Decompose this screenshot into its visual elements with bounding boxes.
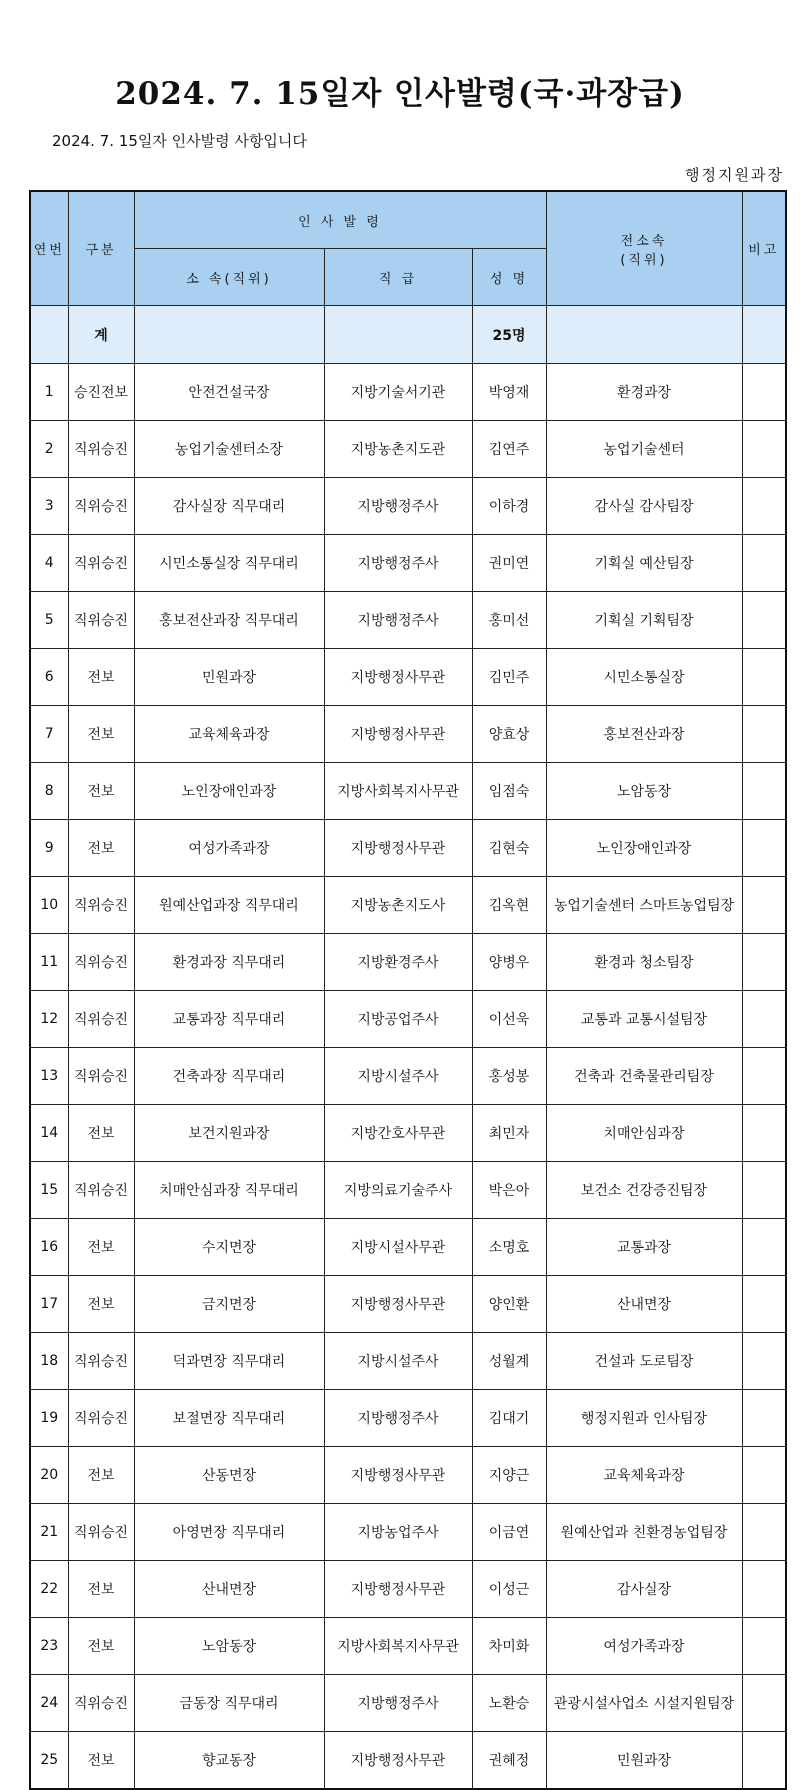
row-previous: 민원과장: [546, 1732, 742, 1790]
appointment-table: [29, 190, 787, 1790]
row-name: 차미화: [472, 1618, 546, 1675]
row-position: 감사실장 직무대리: [134, 478, 324, 535]
row-previous: 보건소 건강증진팀장: [546, 1162, 742, 1219]
row-grade: 지방행정주사: [324, 592, 472, 649]
header-grade: 직 급: [324, 249, 472, 306]
issuing-department: 행정지원과장: [685, 166, 784, 184]
document-title: 2024. 7. 15일자 인사발령(국·과장급): [115, 76, 685, 112]
row-name: 양병우: [472, 934, 546, 991]
row-name: 김옥현: [472, 877, 546, 934]
row-previous: 여성가족과장: [546, 1618, 742, 1675]
row-position: 노인장애인과장: [134, 763, 324, 820]
row-number: 25: [30, 1732, 68, 1790]
row-type: 전보: [68, 1105, 134, 1162]
row-position: 환경과장 직무대리: [134, 934, 324, 991]
row-previous: 노암동장: [546, 763, 742, 820]
row-position: 산동면장: [134, 1447, 324, 1504]
row-grade: 지방시설주사: [324, 1333, 472, 1390]
table-row: [30, 1732, 786, 1790]
row-position: 원예산업과장 직무대리: [134, 877, 324, 934]
row-type: 전보: [68, 706, 134, 763]
row-name: 성월계: [472, 1333, 546, 1390]
row-grade: 지방농업주사: [324, 1504, 472, 1561]
total-row: [30, 306, 786, 364]
row-note: [742, 1675, 786, 1732]
row-previous: 건축과 건축물관리팀장: [546, 1048, 742, 1105]
table-row: [30, 535, 786, 592]
row-type: 전보: [68, 1447, 134, 1504]
row-type: 직위승진: [68, 421, 134, 478]
row-type: 전보: [68, 820, 134, 877]
row-position: 산내면장: [134, 1561, 324, 1618]
row-name: 노환승: [472, 1675, 546, 1732]
row-number: 21: [30, 1504, 68, 1561]
row-note: [742, 1447, 786, 1504]
table-row: [30, 478, 786, 535]
row-number: 12: [30, 991, 68, 1048]
row-name: 홍성봉: [472, 1048, 546, 1105]
table-row: [30, 1219, 786, 1276]
row-previous: 시민소통실장: [546, 649, 742, 706]
row-position: 치매안심과장 직무대리: [134, 1162, 324, 1219]
row-type: 전보: [68, 1618, 134, 1675]
row-number: 10: [30, 877, 68, 934]
row-position: 덕과면장 직무대리: [134, 1333, 324, 1390]
row-position: 노암동장: [134, 1618, 324, 1675]
document-subtitle: 2024. 7. 15일자 인사발령 사항입니다: [52, 132, 307, 150]
row-number: 17: [30, 1276, 68, 1333]
row-note: [742, 364, 786, 421]
row-name: 임점숙: [472, 763, 546, 820]
row-number: 13: [30, 1048, 68, 1105]
row-name: 권혜정: [472, 1732, 546, 1790]
row-grade: 지방행정사무관: [324, 1561, 472, 1618]
row-grade: 지방행정사무관: [324, 649, 472, 706]
row-previous: 감사실장: [546, 1561, 742, 1618]
header-row-1: [30, 191, 786, 249]
row-type: 전보: [68, 649, 134, 706]
row-position: 아영면장 직무대리: [134, 1504, 324, 1561]
row-type: 직위승진: [68, 1333, 134, 1390]
row-type: 직위승진: [68, 478, 134, 535]
row-name: 박영재: [472, 364, 546, 421]
table-row: [30, 649, 786, 706]
header-note: 비고: [742, 191, 786, 306]
table-row: [30, 364, 786, 421]
row-position: 교육체육과장: [134, 706, 324, 763]
row-type: 직위승진: [68, 1390, 134, 1447]
row-name: 최민자: [472, 1105, 546, 1162]
row-grade: 지방행정사무관: [324, 1447, 472, 1504]
row-note: [742, 934, 786, 991]
row-name: 이하경: [472, 478, 546, 535]
row-number: 8: [30, 763, 68, 820]
row-grade: 지방의료기술주사: [324, 1162, 472, 1219]
row-note: [742, 1561, 786, 1618]
row-grade: 지방시설사무관: [324, 1219, 472, 1276]
row-grade: 지방행정주사: [324, 1390, 472, 1447]
row-number: 24: [30, 1675, 68, 1732]
row-position: 건축과장 직무대리: [134, 1048, 324, 1105]
row-position: 안전건설국장: [134, 364, 324, 421]
row-number: 14: [30, 1105, 68, 1162]
row-previous: 건설과 도로팀장: [546, 1333, 742, 1390]
row-number: 18: [30, 1333, 68, 1390]
table-row: [30, 1447, 786, 1504]
row-previous: 교육체육과장: [546, 1447, 742, 1504]
table-row: [30, 763, 786, 820]
table-row: [30, 1333, 786, 1390]
table-row: [30, 877, 786, 934]
row-grade: 지방간호사무관: [324, 1105, 472, 1162]
row-position: 금동장 직무대리: [134, 1675, 324, 1732]
row-type: 직위승진: [68, 1675, 134, 1732]
row-number: 11: [30, 934, 68, 991]
row-previous: 감사실 감사팀장: [546, 478, 742, 535]
row-grade: 지방농촌지도사: [324, 877, 472, 934]
row-grade: 지방환경주사: [324, 934, 472, 991]
row-type: 직위승진: [68, 991, 134, 1048]
row-previous: 노인장애인과장: [546, 820, 742, 877]
total-label: 계: [68, 306, 134, 364]
row-position: 향교동장: [134, 1732, 324, 1790]
table-row: [30, 592, 786, 649]
row-position: 민원과장: [134, 649, 324, 706]
row-note: [742, 706, 786, 763]
row-type: 직위승진: [68, 535, 134, 592]
row-note: [742, 763, 786, 820]
row-name: 양효상: [472, 706, 546, 763]
row-name: 김대기: [472, 1390, 546, 1447]
row-grade: 지방행정주사: [324, 535, 472, 592]
row-name: 소명호: [472, 1219, 546, 1276]
header-type: 구분: [68, 191, 134, 306]
row-note: [742, 1732, 786, 1790]
row-type: 전보: [68, 1219, 134, 1276]
row-note: [742, 820, 786, 877]
row-previous: 환경과장: [546, 364, 742, 421]
row-position: 보절면장 직무대리: [134, 1390, 324, 1447]
table-row: [30, 1618, 786, 1675]
row-previous: 농업기술센터 스마트농업팀장: [546, 877, 742, 934]
table-row: [30, 1105, 786, 1162]
row-grade: 지방사회복지사무관: [324, 763, 472, 820]
row-grade: 지방사회복지사무관: [324, 1618, 472, 1675]
table-row: [30, 1504, 786, 1561]
header-position: 소 속(직위): [134, 249, 324, 306]
table-row: [30, 1561, 786, 1618]
row-note: [742, 1618, 786, 1675]
table-row: [30, 1162, 786, 1219]
row-position: 금지면장: [134, 1276, 324, 1333]
row-number: 2: [30, 421, 68, 478]
row-number: 19: [30, 1390, 68, 1447]
row-type: 전보: [68, 1561, 134, 1618]
row-position: 시민소통실장 직무대리: [134, 535, 324, 592]
row-grade: 지방행정주사: [324, 1675, 472, 1732]
row-previous: 산내면장: [546, 1276, 742, 1333]
row-note: [742, 991, 786, 1048]
row-note: [742, 1048, 786, 1105]
row-position: 홍보전산과장 직무대리: [134, 592, 324, 649]
row-grade: 지방행정주사: [324, 478, 472, 535]
table-row: [30, 934, 786, 991]
row-position: 농업기술센터소장: [134, 421, 324, 478]
row-type: 승진전보: [68, 364, 134, 421]
row-previous: 교통과장: [546, 1219, 742, 1276]
row-grade: 지방행정사무관: [324, 1732, 472, 1790]
row-number: 7: [30, 706, 68, 763]
total-count: 25명: [472, 306, 546, 364]
row-note: [742, 592, 786, 649]
row-note: [742, 1219, 786, 1276]
row-note: [742, 1390, 786, 1447]
row-name: 이금연: [472, 1504, 546, 1561]
row-previous: 기획실 예산팀장: [546, 535, 742, 592]
row-name: 양인환: [472, 1276, 546, 1333]
row-note: [742, 535, 786, 592]
row-name: 지양근: [472, 1447, 546, 1504]
row-type: 직위승진: [68, 1162, 134, 1219]
row-number: 1: [30, 364, 68, 421]
row-number: 15: [30, 1162, 68, 1219]
row-note: [742, 1504, 786, 1561]
table-row: [30, 421, 786, 478]
row-grade: 지방공업주사: [324, 991, 472, 1048]
row-previous: 농업기술센터: [546, 421, 742, 478]
row-previous: 원예산업과 친환경농업팀장: [546, 1504, 742, 1561]
row-number: 4: [30, 535, 68, 592]
row-note: [742, 877, 786, 934]
row-note: [742, 649, 786, 706]
row-name: 김민주: [472, 649, 546, 706]
header-name: 성 명: [472, 249, 546, 306]
row-name: 권미연: [472, 535, 546, 592]
header-previous: 전소속 (직위): [546, 191, 742, 306]
row-number: 9: [30, 820, 68, 877]
table-row: [30, 1675, 786, 1732]
row-type: 직위승진: [68, 934, 134, 991]
table-row: [30, 1390, 786, 1447]
row-position: 수지면장: [134, 1219, 324, 1276]
row-type: 전보: [68, 763, 134, 820]
row-name: 이선욱: [472, 991, 546, 1048]
row-number: 22: [30, 1561, 68, 1618]
row-note: [742, 1162, 786, 1219]
row-grade: 지방농촌지도관: [324, 421, 472, 478]
row-previous: 교통과 교통시설팀장: [546, 991, 742, 1048]
row-previous: 행정지원과 인사팀장: [546, 1390, 742, 1447]
table-row: [30, 820, 786, 877]
row-grade: 지방행정사무관: [324, 820, 472, 877]
header-appointment: 인 사 발 령: [134, 191, 546, 249]
table-row: [30, 1276, 786, 1333]
row-type: 직위승진: [68, 877, 134, 934]
row-name: 이성근: [472, 1561, 546, 1618]
row-note: [742, 421, 786, 478]
row-previous: 홍보전산과장: [546, 706, 742, 763]
row-name: 박은아: [472, 1162, 546, 1219]
row-type: 전보: [68, 1276, 134, 1333]
row-grade: 지방시설주사: [324, 1048, 472, 1105]
row-type: 직위승진: [68, 1504, 134, 1561]
row-name: 김현숙: [472, 820, 546, 877]
row-grade: 지방기술서기관: [324, 364, 472, 421]
row-number: 20: [30, 1447, 68, 1504]
table-row: [30, 991, 786, 1048]
row-note: [742, 1276, 786, 1333]
row-number: 23: [30, 1618, 68, 1675]
row-previous: 환경과 청소팀장: [546, 934, 742, 991]
row-note: [742, 1333, 786, 1390]
row-grade: 지방행정사무관: [324, 706, 472, 763]
row-note: [742, 478, 786, 535]
table-row: [30, 1048, 786, 1105]
row-type: 직위승진: [68, 1048, 134, 1105]
row-number: 3: [30, 478, 68, 535]
row-number: 5: [30, 592, 68, 649]
table-row: [30, 706, 786, 763]
row-type: 전보: [68, 1732, 134, 1790]
header-no: 연번: [30, 191, 68, 306]
row-note: [742, 1105, 786, 1162]
row-grade: 지방행정사무관: [324, 1276, 472, 1333]
row-previous: 치매안심과장: [546, 1105, 742, 1162]
row-previous: 관광시설사업소 시설지원팀장: [546, 1675, 742, 1732]
row-type: 직위승진: [68, 592, 134, 649]
row-number: 16: [30, 1219, 68, 1276]
row-position: 보건지원과장: [134, 1105, 324, 1162]
row-position: 교통과장 직무대리: [134, 991, 324, 1048]
row-name: 홍미선: [472, 592, 546, 649]
row-previous: 기획실 기획팀장: [546, 592, 742, 649]
row-position: 여성가족과장: [134, 820, 324, 877]
row-number: 6: [30, 649, 68, 706]
row-name: 김연주: [472, 421, 546, 478]
